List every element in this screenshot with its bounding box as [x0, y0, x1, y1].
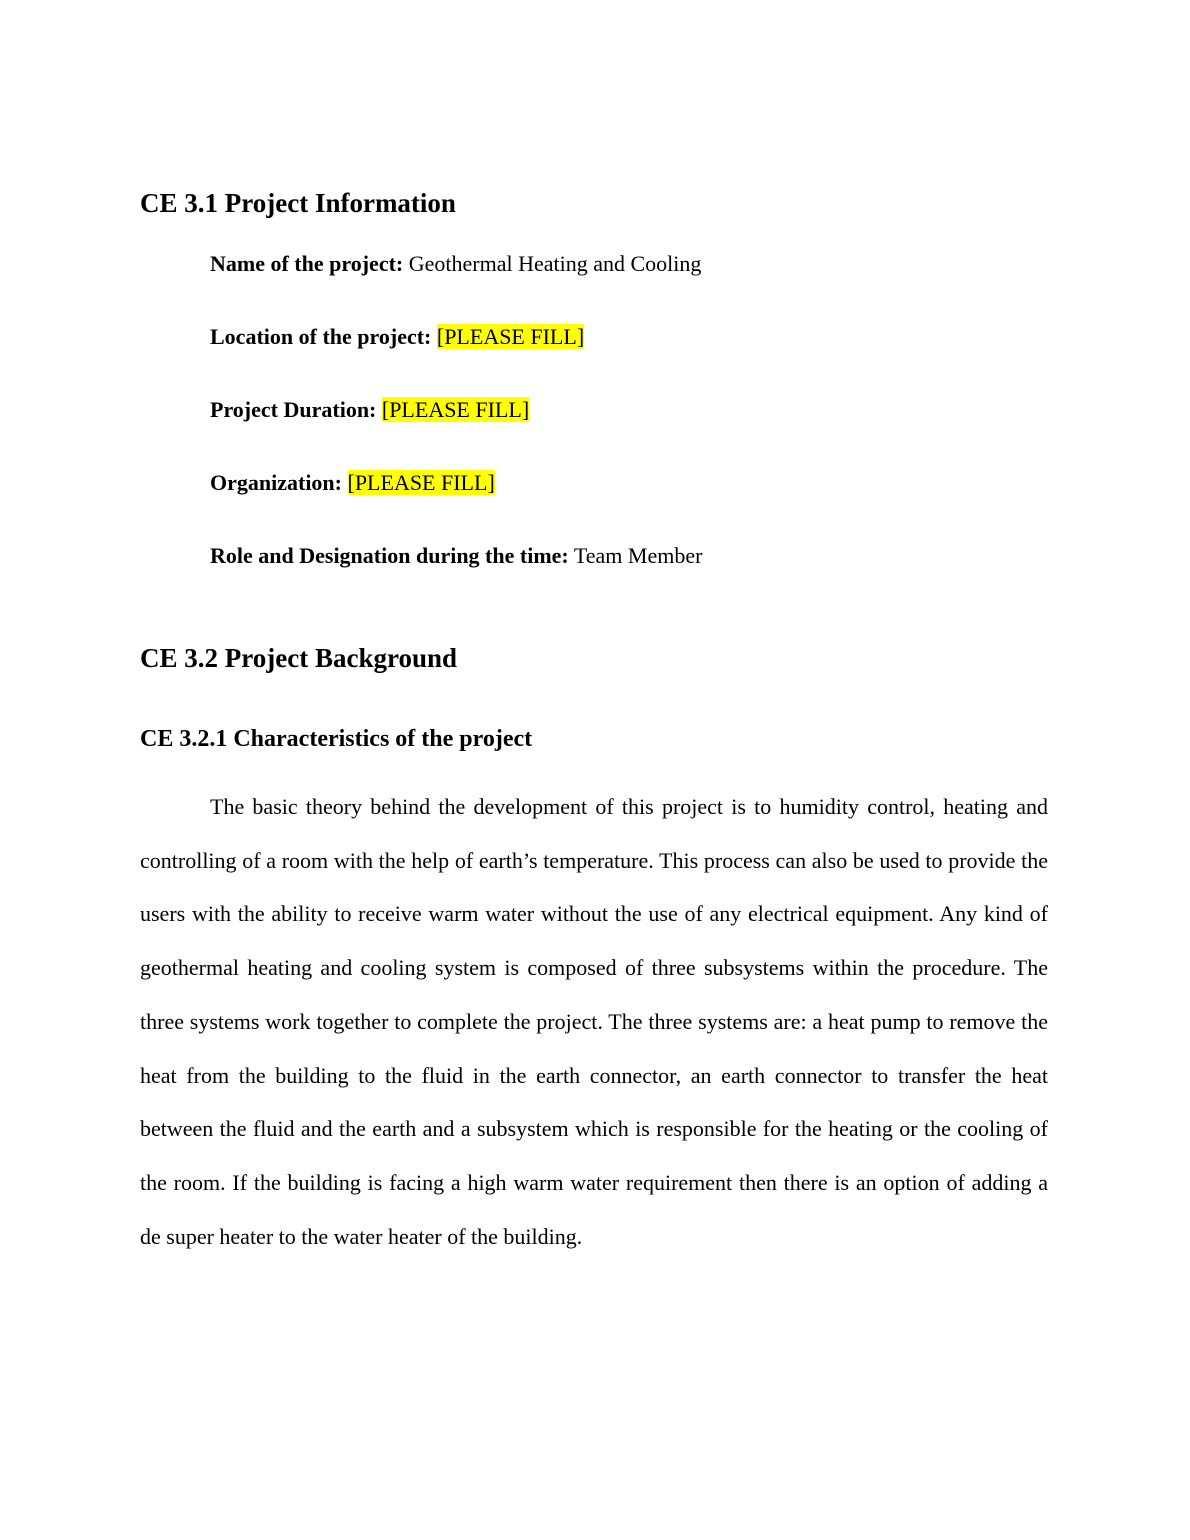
section-heading-project-information: CE 3.1 Project Information: [140, 188, 456, 218]
field-project-duration: [210, 396, 529, 424]
field-label: Name of the project:: [210, 251, 404, 276]
field-value: Team Member: [573, 543, 703, 568]
subsection-heading-characteristics: CE 3.2.1 Characteristics of the project: [140, 726, 533, 752]
field-value-placeholder: [PLEASE FILL]: [381, 397, 530, 422]
field-value-placeholder: [PLEASE FILL]: [347, 470, 495, 495]
field-label: Location of the project:: [210, 324, 432, 349]
field-label: Role and Designation during the time:: [210, 543, 569, 568]
field-project-name: [210, 250, 701, 278]
field-organization: [210, 469, 495, 497]
field-label: Organization:: [210, 470, 342, 495]
section-heading-project-background: CE 3.2 Project Background: [140, 643, 457, 673]
field-project-location: [210, 323, 584, 351]
field-role-designation: [210, 542, 702, 570]
body-paragraph: The basic theory behind the development of this project is to humidity control, heating and controlling of a room with the help of earth’s temperature. This process can also be used to provide the users with the ability to receive warm water without the use of any electrical equipment. Any kind of geothermal heating and cooling system is composed of three subsystems within the procedure. The three systems work together to complete the project. The three systems are: a heat pump to remove the heat from the building to the fluid in the earth connector, an earth connector to transfer the heat between the fluid and the earth and a subsystem which is responsible for the heating or the cooling of the room. If the building is facing a high warm water requirement then there is an option of adding a de super heater to the water heater of the building.: [140, 794, 1048, 1249]
field-label: Project Duration:: [210, 397, 377, 422]
field-value: Geothermal Heating and Cooling: [408, 251, 702, 276]
field-value-placeholder: [PLEASE FILL]: [436, 324, 585, 349]
